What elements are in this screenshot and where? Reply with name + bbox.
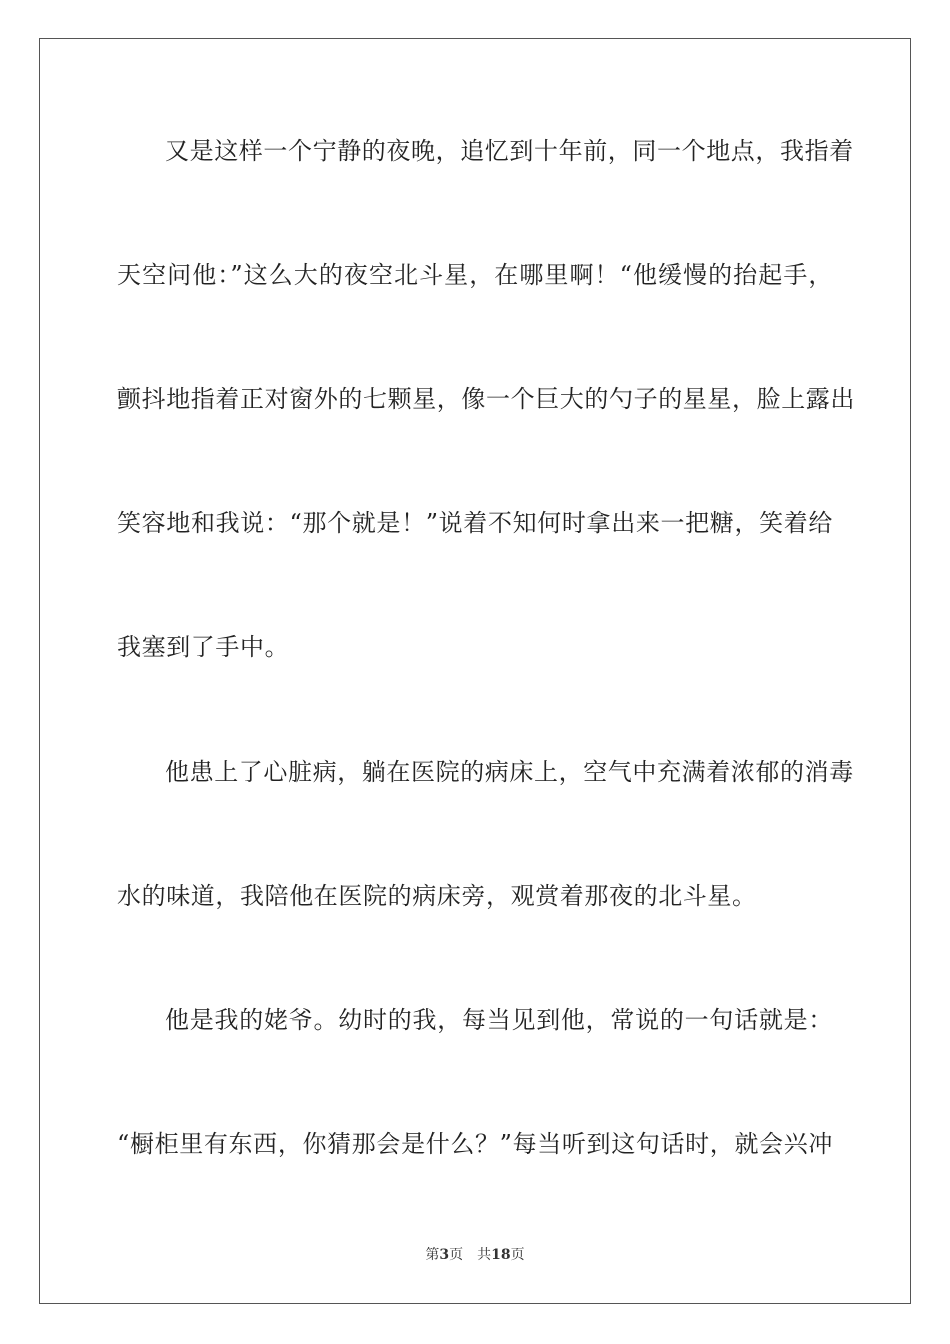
paragraph-line: 颤抖地指着正对窗外的七颗星，像一个巨大的勺子的星星，脸上露出 xyxy=(117,385,855,413)
paragraph-line: 我塞到了手中。 xyxy=(117,633,290,661)
paragraph-line: “橱柜里有东西，你猜那会是什么？”每当听到这句话时，就会兴冲 xyxy=(117,1130,833,1158)
page-border xyxy=(39,38,911,1304)
total-page-number: 18 xyxy=(491,1247,511,1263)
paragraph-line: 他患上了心脏病，躺在医院的病床上，空气中充满着浓郁的消毒 xyxy=(165,758,854,786)
paragraph-line: 他是我的姥爷。幼时的我，每当见到他，常说的一句话就是： xyxy=(165,1006,833,1034)
paragraph-line: 又是这样一个宁静的夜晚，追忆到十年前，同一个地点，我指着 xyxy=(165,137,854,165)
current-page-number: 3 xyxy=(439,1247,450,1263)
page-suffix: 页 xyxy=(449,1247,464,1263)
paragraph-line: 天空问他：”这么大的夜空北斗星，在哪里啊！“他缓慢的抬起手， xyxy=(117,261,833,289)
total-prefix: 共 xyxy=(477,1247,492,1263)
paragraph-line: 水的味道，我陪他在医院的病床旁，观赏着那夜的北斗星。 xyxy=(117,882,757,910)
page-footer xyxy=(0,1246,950,1264)
paragraph-line: 笑容地和我说：“那个就是！”说着不知何时拿出来一把糖，笑着给 xyxy=(117,509,833,537)
page-prefix: 第 xyxy=(425,1247,440,1263)
total-suffix: 页 xyxy=(510,1247,525,1263)
